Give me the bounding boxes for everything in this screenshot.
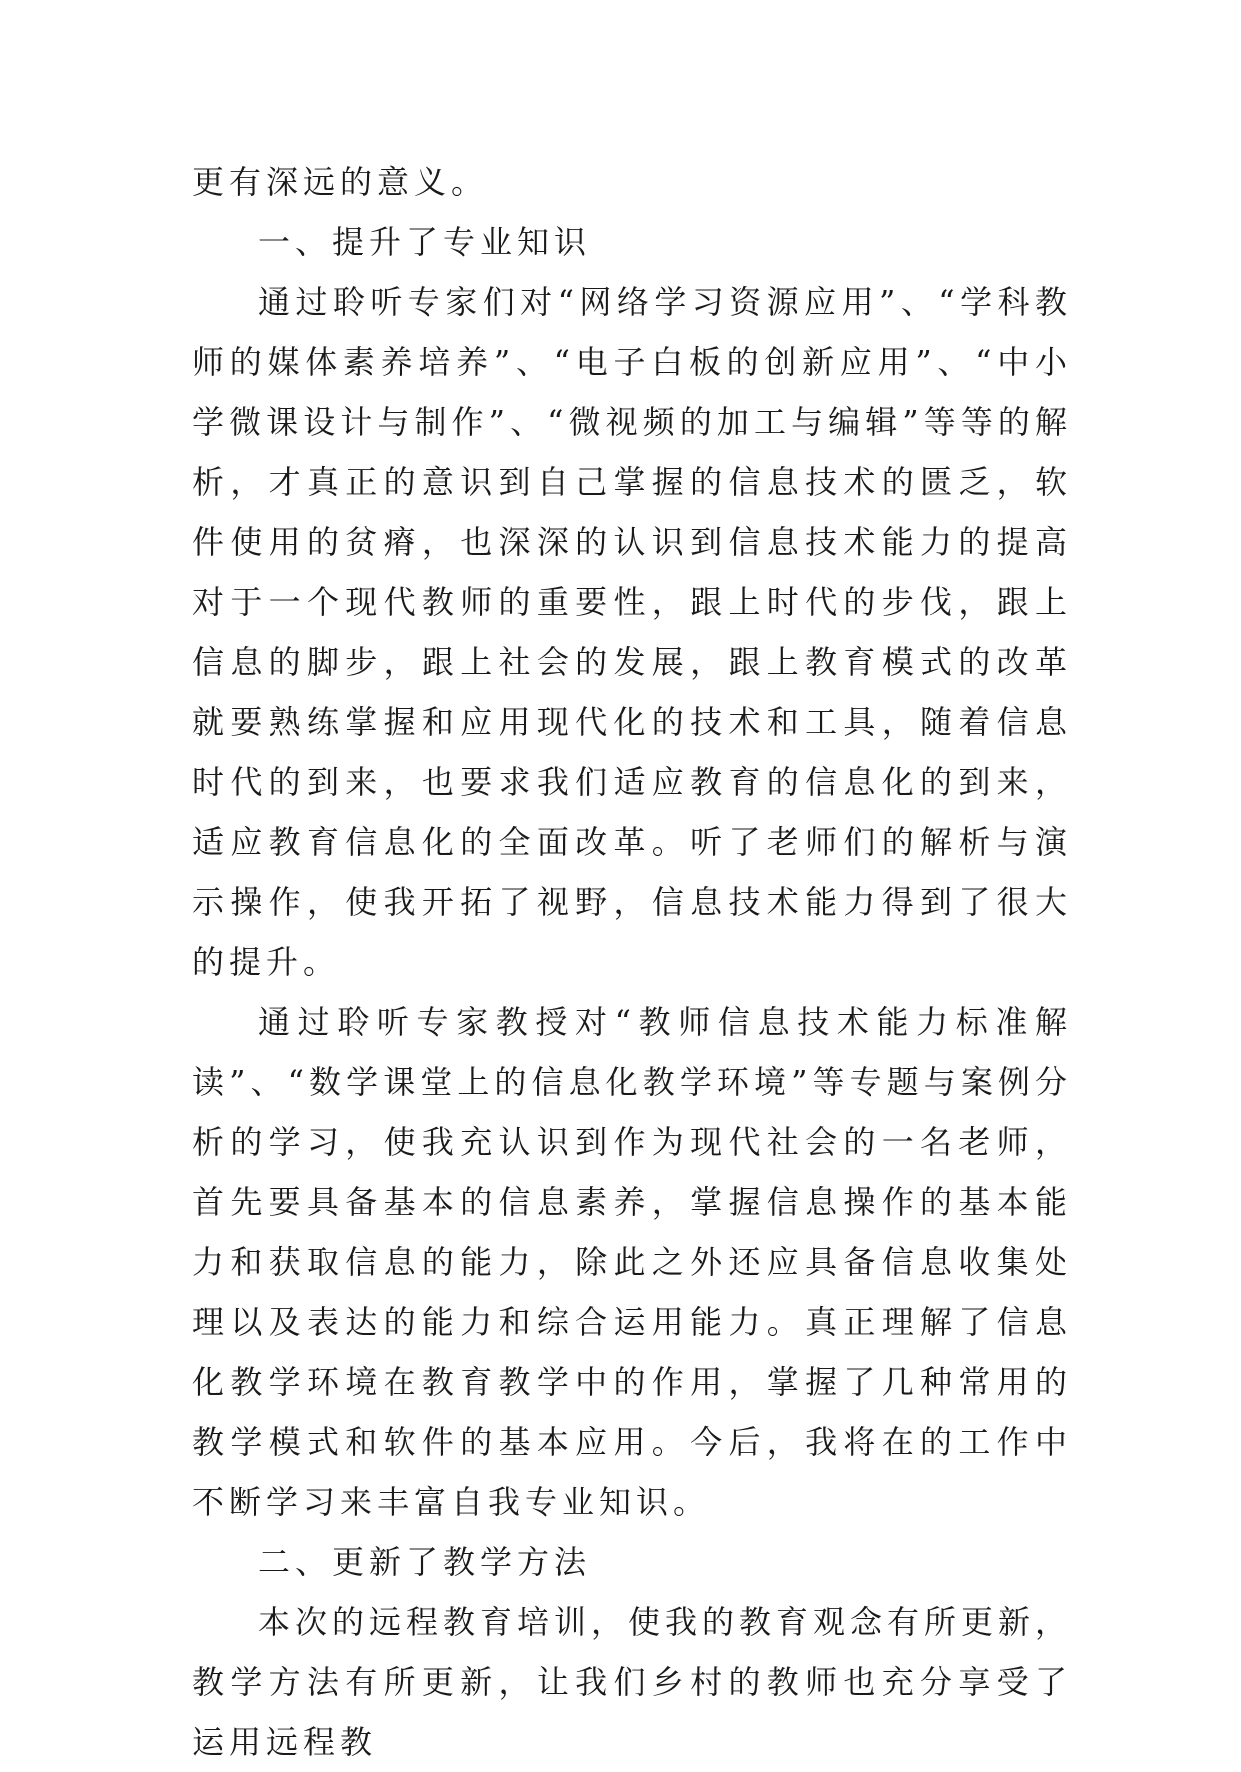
document-body	[192, 152, 1072, 1772]
section-heading-2: 二、更新了教学方法	[258, 1543, 592, 1581]
paragraph-continuation: 更有深远的意义。	[192, 163, 489, 201]
paragraph-1: 通过聆听专家们对“网络学习资源应用”、“学科教师的媒体素养培养”、“电子白板的创新应用”、“中小学微课设计与制作”、“微视频的加工与编辑”等等的解析，才真正的意识到自己掌握的信息技术的匮乏，软件使用的贫瘠，也深深的认识到信息技术能力的提高对于一个现代教师的重要性，跟上时代的步伐，跟上信息的脚步，跟上社会的发展，跟上教育模式的改革就要熟练掌握和应用现代化的技术和工具，随着信息时代的到来，也要求我们适应教育的信息化的到来，适应教育信息化的全面改革。听了老师们的解析与演示操作，使我开拓了视野，信息技术能力得到了很大的提升。	[192, 283, 1072, 981]
paragraph-3: 本次的远程教育培训，使我的教育观念有所更新，教学方法有所更新，让我们乡村的教师也充分享受了运用远程教	[192, 1603, 1073, 1761]
section-heading-1: 一、提升了专业知识	[258, 223, 592, 261]
paragraph-2: 通过聆听专家教授对“教师信息技术能力标准解读”、“数学课堂上的信息化教学环境”等专题与案例分析的学习，使我充认识到作为现代社会的一名老师，首先要具备基本的信息素养，掌握信息操作的基本能力和获取信息的能力，除此之外还应具备信息收集处理以及表达的能力和综合运用能力。真正理解了信息化教学环境在教育教学中的作用，掌握了几种常用的教学模式和软件的基本应用。今后，我将在的工作中不断学习来丰富自我专业知识。	[192, 1003, 1072, 1521]
